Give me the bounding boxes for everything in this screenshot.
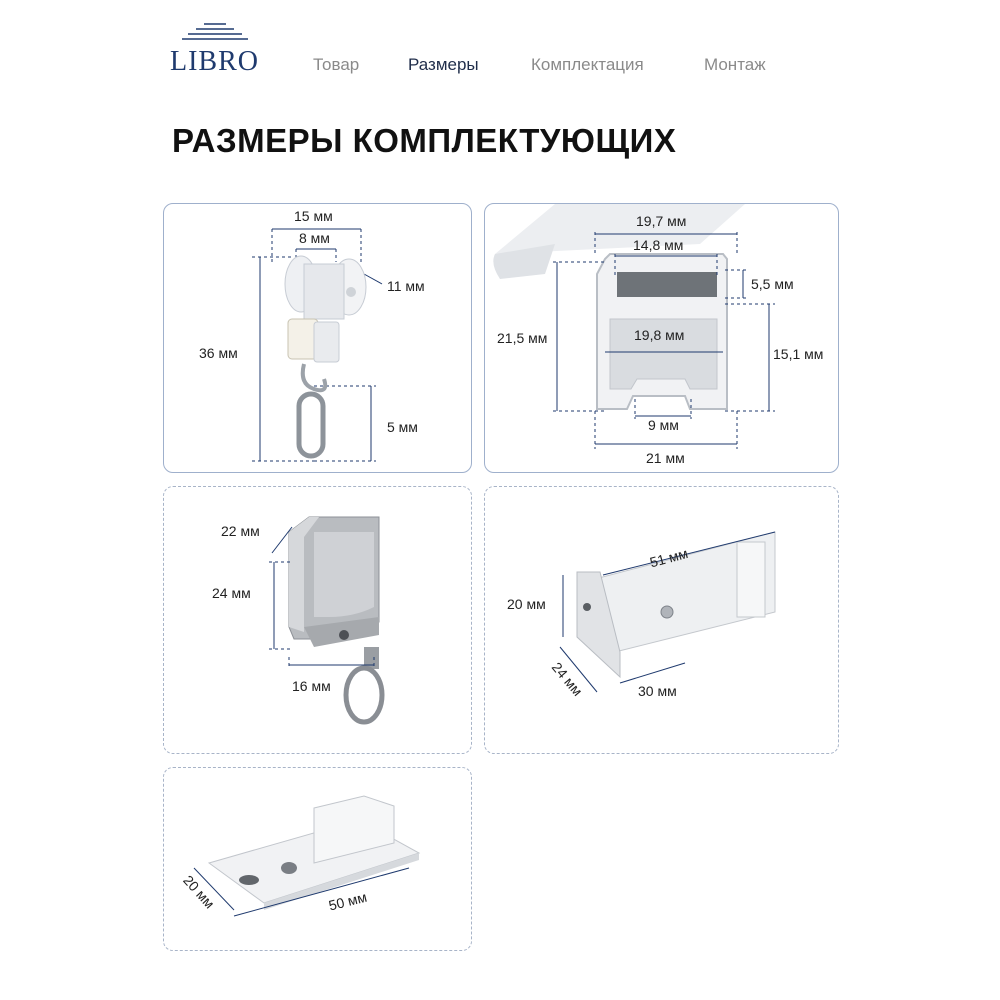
ceiling-clip-illustration [164, 768, 473, 952]
brand-name: LIBRO [170, 46, 259, 77]
dim-roller-height: 36 мм [199, 345, 238, 361]
dim-profile-slot: 14,8 мм [633, 237, 684, 253]
dim-clip-length: 50 мм [327, 888, 369, 914]
page-title: РАЗМЕРЫ КОМПЛЕКТУЮЩИХ [172, 122, 677, 159]
dim-clip-width: 20 мм [180, 872, 218, 912]
brand-logo[interactable] [170, 22, 262, 78]
dim-cap-height: 24 мм [212, 585, 251, 601]
dim-profile-gap: 9 мм [648, 417, 679, 433]
dim-profile-top: 19,7 мм [636, 213, 687, 229]
nav-tab-contents[interactable]: Комплектация [531, 55, 644, 74]
panel-ceiling-clip [163, 767, 472, 951]
dim-bracket-width: 30 мм [638, 683, 677, 699]
nav-tab-product[interactable]: Товар [313, 55, 360, 74]
nav-tab-installation[interactable]: Монтаж [704, 55, 766, 74]
dim-profile-inner-height: 15,1 мм [773, 346, 824, 362]
panel-roller [163, 203, 472, 473]
dim-roller-inner: 8 мм [299, 230, 330, 246]
end-cap-illustration [164, 487, 473, 755]
dim-roller-wheel: 11 мм [387, 278, 425, 294]
dim-cap-depth: 22 мм [221, 523, 260, 539]
dim-profile-base: 21 мм [646, 450, 685, 466]
dim-profile-inner-width: 19,8 мм [634, 327, 685, 343]
dim-roller-width: 15 мм [294, 208, 333, 224]
dim-bracket-depth: 24 мм [548, 659, 586, 699]
dim-cap-width: 16 мм [292, 678, 331, 694]
dim-roller-hook: 5 мм [387, 419, 418, 435]
dim-profile-height: 21,5 мм [497, 330, 548, 346]
panel-end-cap [163, 486, 472, 754]
dim-bracket-length: 51 мм [648, 544, 690, 571]
panel-wall-bracket [484, 486, 839, 754]
dim-profile-slot-depth: 5,5 мм [751, 276, 794, 292]
panel-profile [484, 203, 839, 473]
logo-emblem-icon [182, 22, 248, 40]
wall-bracket-illustration [485, 487, 840, 755]
dim-bracket-height: 20 мм [507, 596, 546, 612]
nav-tab-sizes[interactable]: Размеры [408, 55, 479, 74]
